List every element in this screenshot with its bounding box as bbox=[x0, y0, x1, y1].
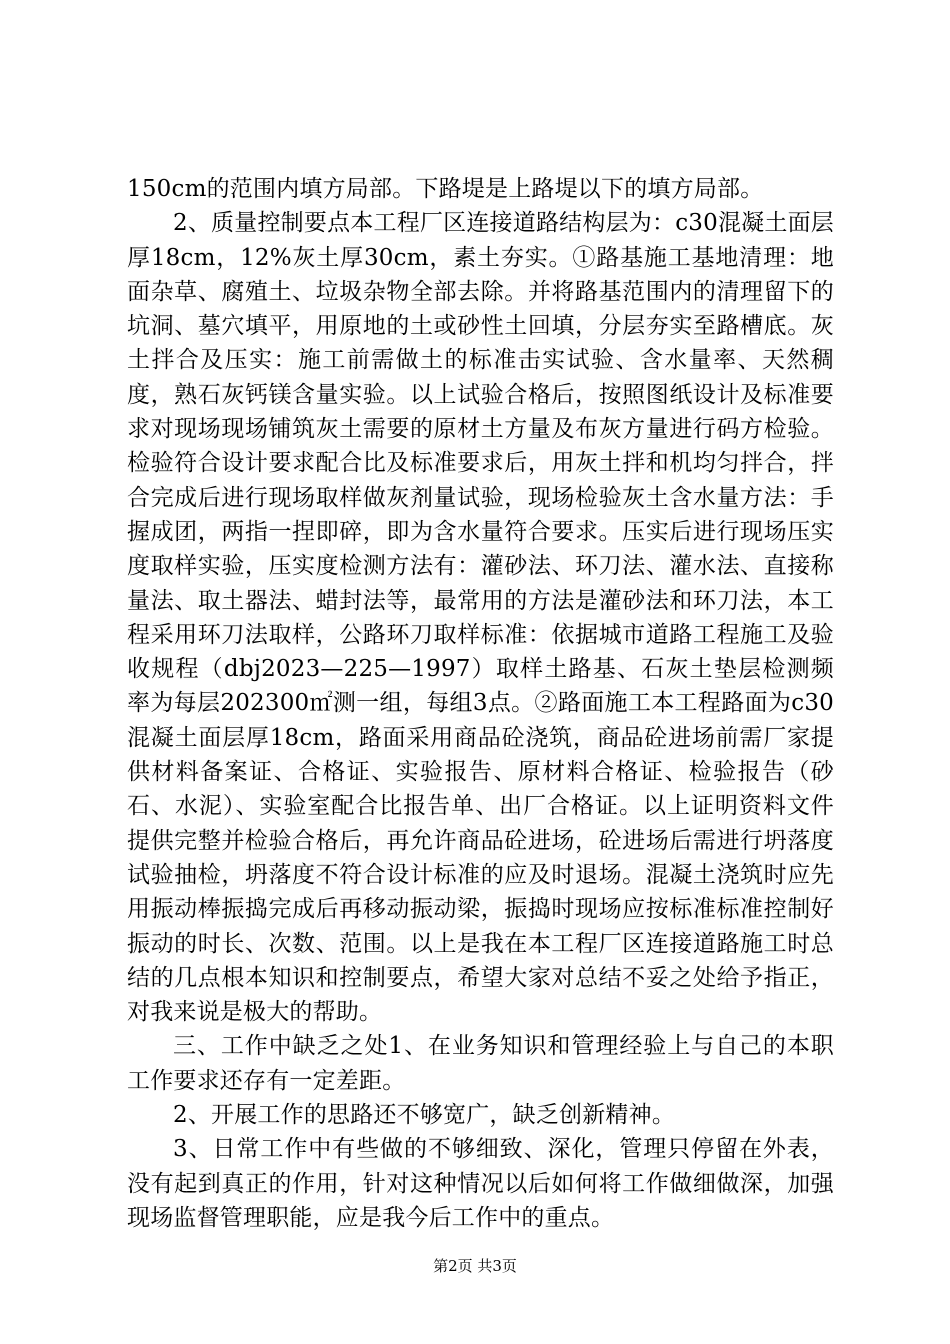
paragraph-shortcomings-1: 三、工作中缺乏之处1、在业务知识和管理经验上与自己的本职工作要求还存有一定差距。 bbox=[127, 1033, 834, 1094]
document-body bbox=[127, 172, 834, 1235]
paragraph-quality-control: 2、质量控制要点本工程厂区连接道路结构层为：c30混凝土面层厚18cm，12%灰土厚30cm，素土夯实。①路基施工基地清理：地面杂草、腐殖土、垃圾杂物全部去除。并将路基范围内的清理留下的坑洞、墓穴填平，用原地的土或砂性土回填，分层夯实至路槽底。灰土拌合及压实：施工前需做土的标准击实试验、含水量率、天然稠度，熟石灰钙镁含量实验。以上试验合格后，按照图纸设计及标准要求对现场现场铺筑灰土需要的原材土方量及布灰方量进行码方检验。检验符合设计要求配合比及标准要求后，用灰土拌和机均匀拌合，拌合完成后进行现场取样做灰剂量试验，现场检验灰土含水量方法：手握成团，两指一捏即碎，即为含水量符合要求。压实后进行现场压实度取样实验，压实度检测方法有：灌砂法、环刀法、灌水法、直接称量法、取土器法、蜡封法等，最常用的方法是灌砂法和环刀法，本工程采用环刀法取样，公路环刀取样标准：依据城市道路工程施工及验收规程（dbj2023—225—1997）取样土路基、石灰土垫层检测频率为每层202300㎡测一组，每组3点。②路面施工本工程路面为c30混凝土面层厚18cm，路面采用商品砼浇筑，商品砼进场前需厂家提供材料备案证、合格证、实验报告、原材料合格证、检验报告（砂石、水泥）、实验室配合比报告单、出厂合格证。以上证明资料文件提供完整并检验合格后，再允许商品砼进场，砼进场后需进行坍落度试验抽检，坍落度不符合设计标准的应及时退场。混凝土浇筑时应先用振动棒振捣完成后再移动振动梁，振捣时现场应按标准标准控制好振动的时长、次数、范围。以上是我在本工程厂区连接道路施工时总结的几点根本知识和控制要点，希望大家对总结不妥之处给予指正，对我来说是极大的帮助。 bbox=[127, 210, 834, 1026]
paragraph-shortcomings-2: 2、开展工作的思路还不够宽广，缺乏创新精神。 bbox=[173, 1102, 676, 1129]
paragraph-shortcomings-3: 3、日常工作中有些做的不够细致、深化，管理只停留在外表，没有起到真正的作用，针对这种情况以后如何将工作做细做深，加强现场监督管理职能，应是我今后工作中的重点。 bbox=[127, 1136, 834, 1231]
page-number-footer: 第2页 共3页 bbox=[433, 1257, 517, 1275]
paragraph-continuation: 150cm的范围内填方局部。下路堤是上路堤以下的填方局部。 bbox=[127, 176, 764, 202]
